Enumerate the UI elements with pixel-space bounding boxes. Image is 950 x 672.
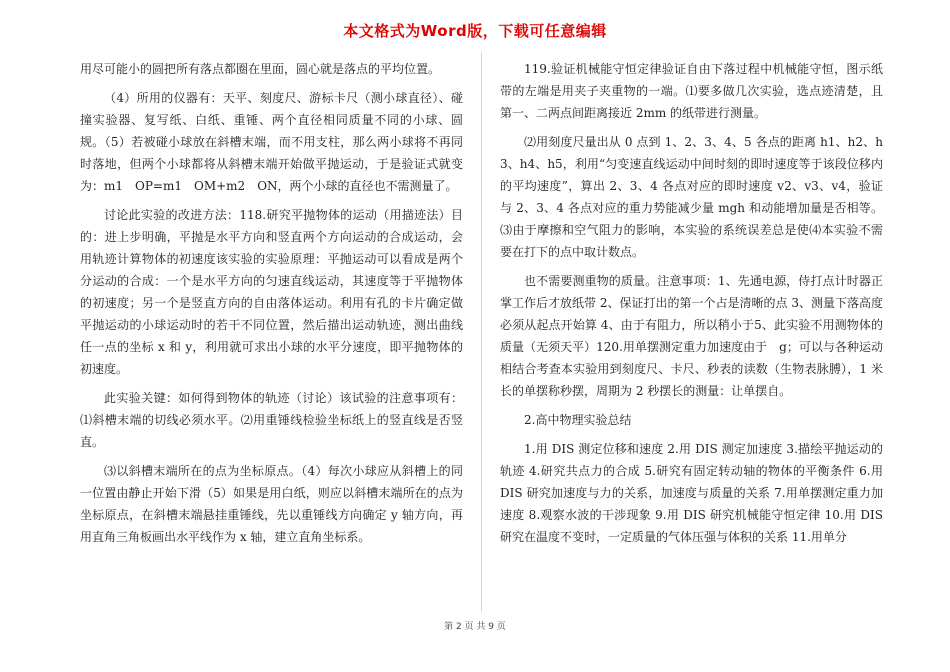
column-divider [481, 52, 482, 612]
left-column [80, 58, 463, 555]
paragraph: ⑶以斜槽末端所在的点为坐标原点。（4）每次小球应从斜槽上的同一位置由静止开始下滑（5）如果是用白纸，则应以斜槽末端所在的点为坐标原点，在斜槽末端悬挂重锤线，先以重锤线方向确定 y 轴方向，再用直角三角板画出水平线作为 x 轴，建立直角坐标系。 [80, 464, 463, 544]
paragraph: 也不需要测重物的质量。注意事项：1、先通电源，侍打点计时器正掌工作后才放纸带 2、保证打出的第一个占是清晰的点 3、测量下落高度必须从起点开始算 4、由于有阻力，所以稍小于5、此实验不用测物体的质量（无须天平）120.用单摆测定重力加速度由于 g；可以与各种运动相结合考查本实验用到刻度尺、卡尺、秒表的读数（生物表脉膊），1 米长的单摆称秒摆，周期为 2 秒摆长的测量：让单摆自。 [500, 274, 883, 398]
right-column [500, 58, 883, 555]
paragraph: 讨论此实验的改进方法：118.研究平抛物体的运动（用描迹法）目的：进上步明确，平抛是水平方向和竖直两个方向运动的合成运动，会用轨迹计算物体的初速度该实验的实验原理：平抛运动可以看成是两个分运动的合成：一个是水平方向的匀速直线运动，其速度等于平抛物体的初速度；另一个是竖直方向的自由落体运动。利用有孔的卡片确定做平抛运动的小球运动时的若干不同位置，然后描出运动轨迹，测出曲线任一点的坐标 x 和 y，利用就可求出小球的水平分速度，即平抛物体的初速度。 [80, 208, 463, 376]
paragraph: 119.验证机械能守恒定律验证自由下落过程中机械能守恒，图示纸带的左端是用夹子夹重物的一端。⑴要多做几次实验，选点迹清楚，且第一、二两点间距离接近 2mm 的纸带进行测量。 [500, 62, 883, 120]
paragraph: （4）所用的仪器有：天平、刻度尺、游标卡尺（测小球直径）、碰撞实验器、复写纸、白纸、重锤、两个直径相同质量不同的小球、圆规。（5）若被碰小球放在斜槽末端，而不用支柱，那么两小球将不再同时落地，但两个小球都将从斜槽末端开始做平抛运动，于是验证式就变为：m1 OP=m1 OM+m2 ON，两个小球的直径也不需测量了。 [80, 91, 463, 193]
paragraph: ⑵用刻度尺量出从 0 点到 1、2、3、4、5 各点的距离 h1、h2、h3、h4、h5，利用“匀变速直线运动中间时刻的即时速度等于该段位移内的平均速度”，算出 2、3、4 各点对应的即时速度 v2、v3、v4，验证与 2、3、4 各点对应的重力势能减少量 mgh 和动能增加量是否相等。⑶由于摩擦和空气阻力的影响，本实验的系统误差总是使⑷本实验不需要在打下的点中取计数点。 [500, 135, 883, 259]
paragraph: 此实验关键：如何得到物体的轨迹（讨论）该试验的注意事项有：⑴斜槽末端的切线必须水平。⑵用重锤线检验坐标纸上的竖直线是否竖直。 [80, 391, 463, 449]
paragraph: 用尽可能小的圆把所有落点都圈在里面，圆心就是落点的平均位置。 [80, 62, 441, 76]
page-number: 第 2 页 共 9 页 [444, 622, 506, 632]
section-heading: 2.高中物理实验总结 [524, 413, 632, 427]
paragraph: 1.用 DIS 测定位移和速度 2.用 DIS 测定加速度 3.描绘平抛运动的轨迹 4.研究共点力的合成 5.研究有固定转动轴的物体的平衡条件 6.用 DIS 研究加速度与力的关系，加速度与质量的关系 7.用单摆测定重力加速度 8.观察水波的干涉现象 9.用 DIS 研究机械能守恒定律 10.用 DIS 研究在温度不变时，一定质量的气体压强与体积的关系 11.用单分 [500, 442, 883, 544]
download-banner: 本文格式为Word版，下载可任意编辑 [343, 22, 607, 40]
